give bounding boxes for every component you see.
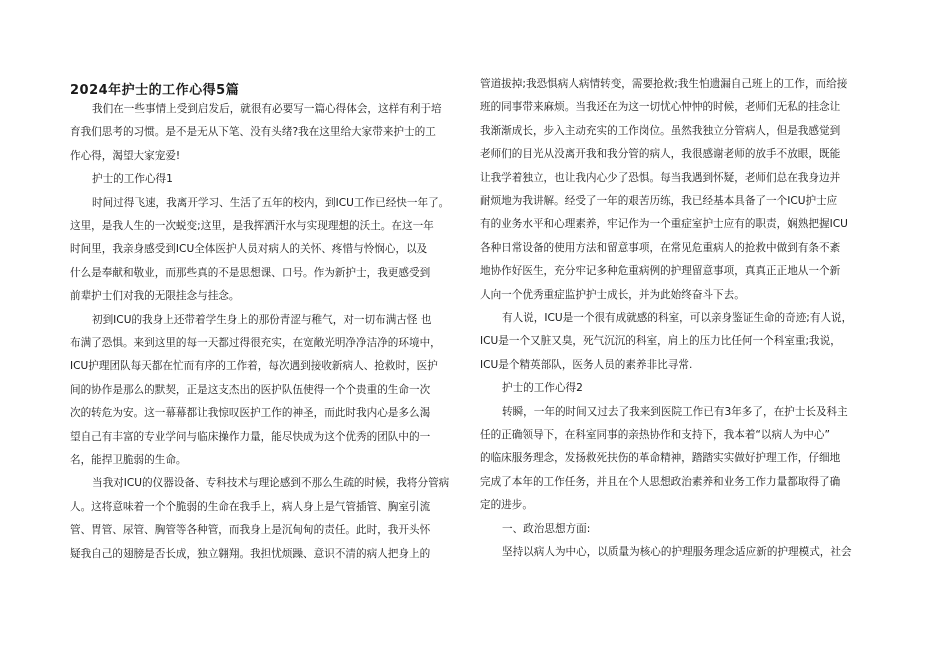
right_column-line: 我渐渐成长，步入主动充实的工作岗位。虽然我独立分管病人，但是我感觉到: [480, 124, 841, 137]
right_column-line: 老师们的目光从没离开我和我分管的病人，我很感谢老师的放手不放眼，既能: [480, 148, 841, 161]
left_column-line: 间的协作是那么的默契，正是这支杰出的医护队伍使得一个个贵重的生命一次: [70, 383, 431, 396]
right_column-line: 有人说，ICU是一个很有成就感的科室，可以亲身鉴证生命的奇迹;有人说，: [502, 312, 853, 324]
right_column-line: 有的业务水平和心理素养，牢记作为一个重症室护士应有的职责，娴熟把握ICU: [480, 218, 848, 231]
left_column-line: 什么是奉献和敬业，而那些真的不是思想课、口号。作为新护士，我更感受到: [70, 266, 431, 279]
right_column-line: 各种日常设备的使用方法和留意事项，在常见危重病人的抢救中做到有条不紊: [480, 241, 841, 254]
right_column-line: 让我学着独立，也让我内心少了恐惧。每当我遇到怀疑，老师们总在我身边并: [480, 171, 841, 184]
right_column-line: 耐烦地为我讲解。经受了一年的艰苦历练，我已经基本具备了一个ICU护士应: [480, 195, 838, 207]
left_column-line: 名，能捍卫脆弱的生命。: [70, 454, 187, 466]
left_column-line: 望自己有丰富的专业学问与临床操作力量，能尽快成为这个优秀的团队中的一: [70, 430, 431, 443]
right_column-line: 一、政治思想方面:: [502, 522, 591, 535]
left_column-line: 布满了恐惧。来到这里的每一天都过得很充实，在宽敞光明净净洁净的环境中，: [70, 337, 441, 349]
document-title: 2024年护士的工作心得5篇: [70, 83, 240, 98]
left_column-line: 护士的工作心得1: [92, 173, 173, 186]
right_column-line: 任的正确领导下，在科室同事的亲热协作和支持下，我本着“以病人为中心”: [480, 429, 830, 441]
right_column-line: ICU是一个又脏又臭，死气沉沉的科室，肩上的压力比任何一个科室重;我说，: [480, 335, 841, 348]
left_column-line: 这里，是我人生的一次蜕变;这里，是我挥洒汗水与实现理想的沃土。在这一年: [70, 220, 434, 232]
right_column-line: 护士的工作心得2: [502, 382, 583, 395]
left_column-line: 次的转危为安。这一幕幕都让我惊叹医护工作的神圣，而此时我内心是多么渴: [70, 407, 431, 420]
right_column-line: 转瞬，一年的时间又过去了我来到医院工作已有3年多了，在护士长及科主: [502, 405, 848, 418]
right_column-line: ICU是个精英部队，医务人员的素养非比寻常.: [480, 358, 693, 371]
right_column-line: 定的进步。: [480, 499, 533, 512]
left_column-line: 我们在一些事情上受到启发后，就很有必要写一篇心得体会，这样有利于培: [92, 103, 442, 115]
left_column-line: 疑我自己的翅膀是否长成，独立翱翔。我担忧烦躁、意识不清的病人把身上的: [70, 547, 431, 560]
right_column-line: 地协作好医生，充分牢记多种危重病例的护理留意事项，真真正正地从一个新: [480, 265, 841, 278]
left_column-line: 当我对ICU的仪器设备、专科技术与理论感到不那么生疏的时候，我将分管病: [92, 477, 450, 490]
left_column-line: 时间里，我亲身感受到ICU全体医护人员对病人的关怀、疼惜与怜悯心，以及: [70, 243, 428, 256]
left_column-line: 前辈护士们对我的无限挂念与挂念。: [70, 290, 240, 303]
left_column-line: 初到ICU的我身上还带着学生身上的那份青涩与稚气，对一切布满古怪 也: [92, 313, 432, 326]
right_column-line: 人向一个优秀重症监护护士成长，并为此始终奋斗下去。: [480, 288, 745, 301]
right_column-line: 完成了本年的工作任务，并且在个人思想政治素养和业务工作力量都取得了确: [480, 475, 841, 488]
right_column-line: 的临床服务理念，发扬救死扶伤的革命精神，踏踏实实做好护理工作，仔细地: [480, 452, 841, 465]
left_column-line: 管、胃管、尿管、胸管等各种管，而我身上是沉甸甸的责任。此时，我开头怀: [70, 524, 431, 537]
left_column-line: ICU护理团队每天都在忙而有序的工作着，每次遇到接收新病人、抢救时，医护: [70, 360, 438, 373]
right_column-line: 坚持以病人为中心，以质量为核心的护理服务理念适应新的护理模式，社会: [502, 546, 852, 558]
left_column-line: 作心得，渴望大家宠爱!: [70, 149, 181, 162]
left_column-line: 人。这将意味着一个个脆弱的生命在我手上，病人身上是气管插管、胸室引流: [70, 500, 431, 513]
right_column-line: 管道拔掉;我恐惧病人病情转变，需要抢救;我生怕遗漏自己班上的工作，而给接: [480, 78, 848, 90]
right_column-line: 班的同事带来麻烦。当我还在为这一切忧心忡忡的时候，老师们无私的挂念让: [480, 101, 841, 114]
left_column-line: 时间过得飞速，我离开学习、生活了五年的校内，到ICU工作已经快一年了。: [92, 196, 450, 209]
left_column-line: 育我们思考的习惯。是不是无从下笔、没有头绪?我在这里给大家带来护士的工: [70, 126, 436, 139]
